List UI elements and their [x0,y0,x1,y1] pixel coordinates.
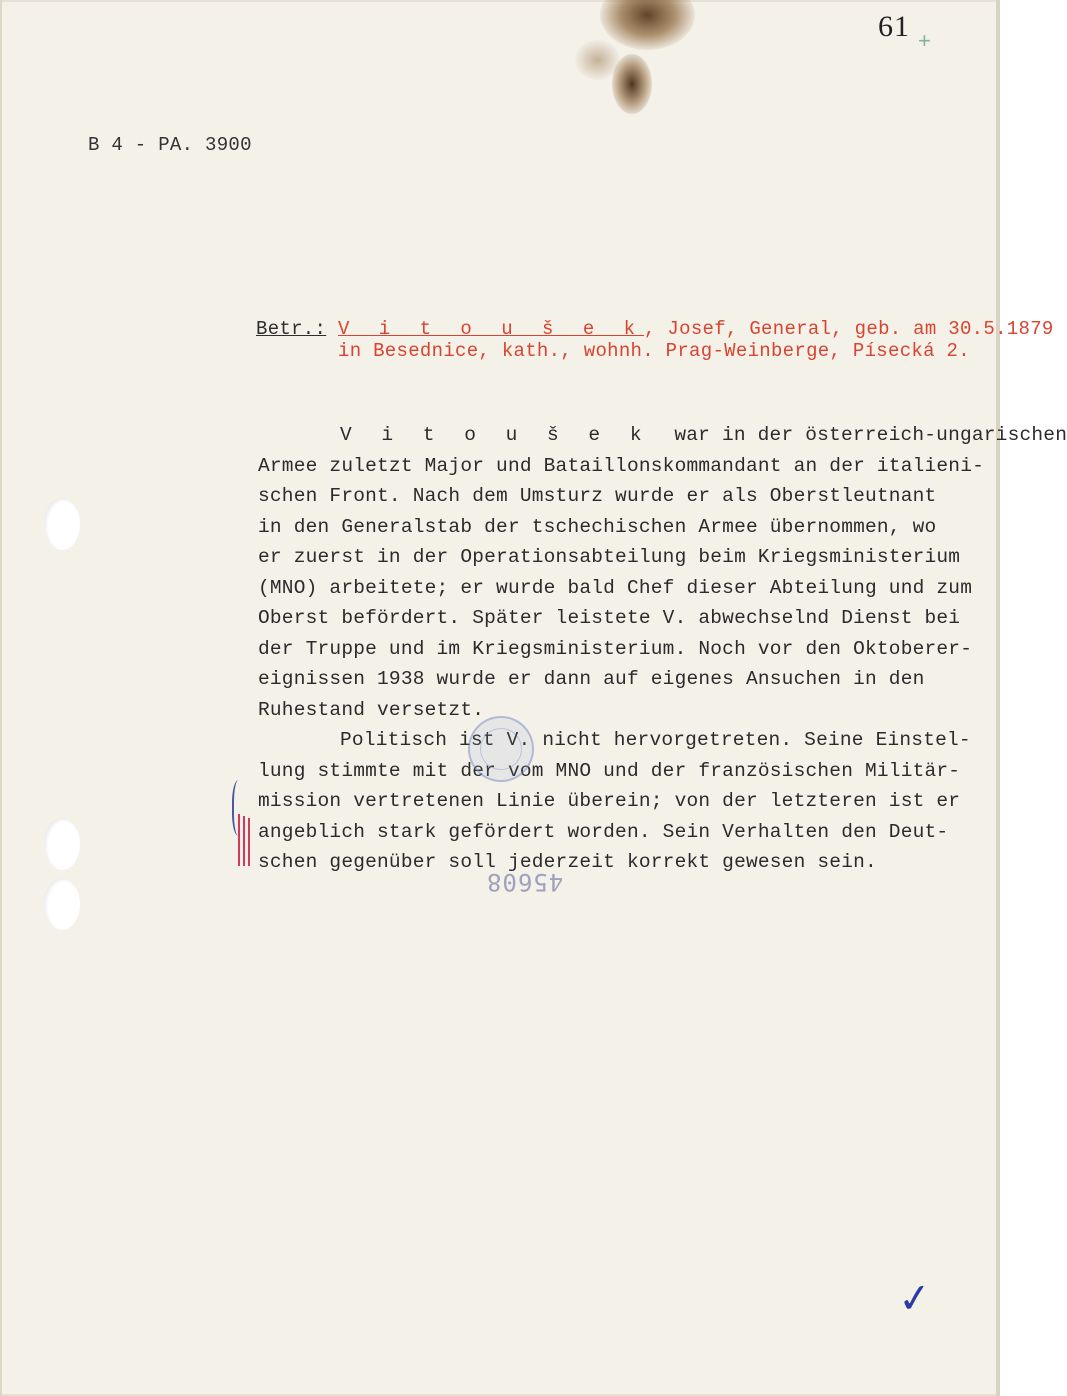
body-line: lung stimmte mit der vom MNO und der französischen Militär- [258,759,961,782]
body-line: eignissen 1938 wurde er dann auf eigenes Ansuchen in den [258,668,925,690]
subject-label: Betr.: [256,318,327,340]
body-line: schen gegenüber soll jederzeit korrekt gewesen sein. [258,851,877,873]
body-line: Oberst befördert. Später leistete V. abwechselnd Dienst bei [258,607,961,629]
body-line: der Truppe und im Kriegsministerium. Noch vor den Oktoberer- [258,637,973,660]
body-line: Armee zuletzt Major und Bataillonskommandant an der italieni- [258,454,985,477]
red-pen-margin-line [248,818,250,866]
subject-details: , Josef, General, geb. am 30.5.1879 [644,318,1054,340]
burn-stain [612,54,652,114]
round-stamp [468,716,534,782]
subject-name: V i t o u š e k [338,318,645,340]
subject-line-2: in Besednice, kath., wohnh. Prag-Weinberge, Písecká 2. [338,340,970,362]
punch-hole [44,878,80,930]
checkmark-icon: ✓ [895,1274,934,1324]
body-line: (MNO) arbeitete; er wurde bald Chef dieser Abteilung und zum [258,576,973,599]
number-stamp: 45608 [486,868,564,896]
body-line: Ruhestand versetzt. [258,698,485,721]
file-reference: B 4 - PA. 3900 [88,134,252,156]
punch-hole [44,818,80,870]
red-pen-margin-line [238,814,240,866]
body-text [258,424,1067,882]
body-line: Politisch ist V. nicht hervorgetreten. Seine Einstel- [340,729,971,751]
subject-line-1 [338,318,1054,340]
blue-pen-margin-mark [232,780,248,836]
body-line: in den Generalstab der tschechischen Armee übernommen, wo [258,515,937,538]
body-line: er zuerst in der Operationsabteilung beim Kriegsministerium [258,546,961,568]
round-stamp-inner-ring [480,728,522,770]
red-pen-margin-line [243,816,245,866]
body-line: schen Front. Nach dem Umsturz wurde er als Oberstleutnant [258,485,937,507]
punch-hole [44,498,80,550]
page-number: 61 [878,10,910,43]
burn-stain [600,0,695,50]
body-line: mission vertretenen Linie überein; von der letzteren ist er [258,790,961,812]
body-line: angeblich stark gefördert worden. Sein Verhalten den Deut- [258,820,949,843]
body-lead-name: V i t o u š e k [340,424,651,446]
page-edge-left [0,0,2,1396]
body-line: V i t o u š e k war in der österreich-ungarischen [340,424,1067,446]
page-number-mark: + [918,28,932,53]
